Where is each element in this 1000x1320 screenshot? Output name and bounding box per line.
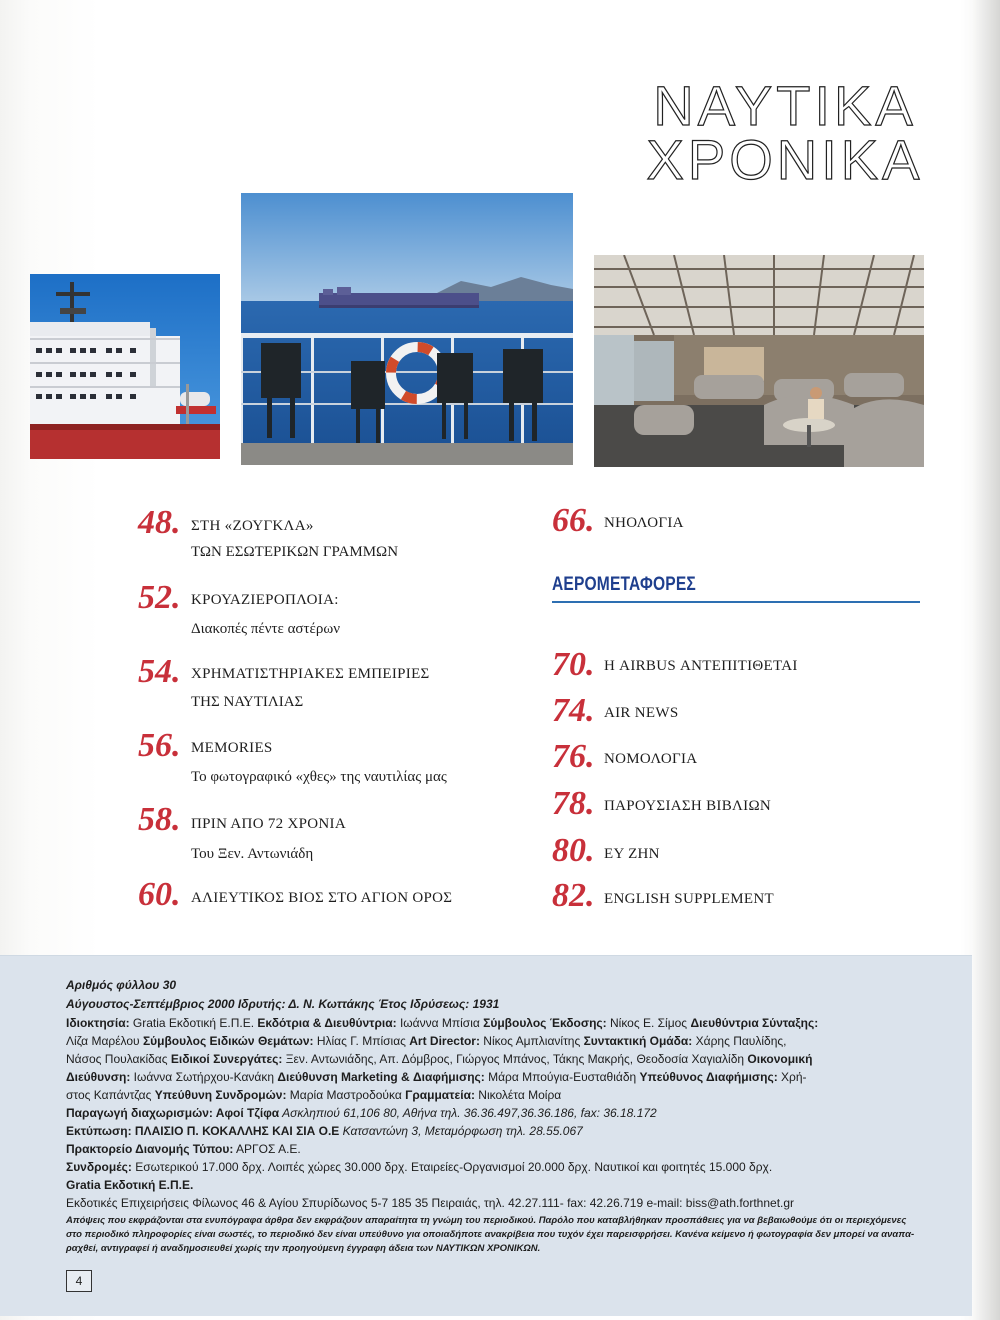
publisher-address: Εκδοτικές Επιχειρήσεις Φίλωνος 46 & Αγίου Σπυρίδωνος 5-7 185 35 Πειραιάς, τηλ. 42.27.111- fax: 42.26.719 e-mail: biss@ath.forthnet.gr [66,1196,795,1210]
toc-subtitle: ΤΗΣ ΝΑΥΤΙΛΙΑΣ [191,694,304,710]
toc-number: 54. [138,653,181,690]
toc-number: 80. [552,832,595,869]
toc-number: 78. [552,785,595,822]
toc-subtitle: Διακοπές πέντε αστέρων [191,621,340,637]
magazine-logo [620,75,950,185]
toc-title[interactable]: ΠΑΡΟΥΣΙΑΣΗ ΒΙΒΛΙΩΝ [604,798,772,814]
disclaimer-line-2: στο περιοδικό πληροφορίες είναι σωστές, το περιοδικό δεν είναι υπεύθυνο για οποιαδήποτε ανακρίβεια που τυχόν έχει παρεισφρήσει. Κανένα κείμενο ή φωτογραφία δεν μπορεί να αναπα- [66,1229,915,1240]
toc-title[interactable]: ΕΥ ΖΗΝ [604,846,660,862]
toc-title[interactable]: ΧΡΗΜΑΤΙΣΤΗΡΙΑΚΕΣ ΕΜΠΕΙΡΙΕΣ [191,666,430,682]
toc-number: 76. [552,738,595,775]
credits-line-management: Διεύθυνση: Ιωάννα Σωτήρχου-Κανάκη Διεύθυνση Marketing & Διαφήμισης: Μάρα Μπούγια-Ευσταθιάδη Υπεύθυνος Διαφήμισης: Χρή- [66,1070,807,1084]
credits-line-staff: Λίζα Μαρέλου Σύμβουλος Ειδικών Θεμάτων: Ηλίας Γ. Μπίσιας Art Director: Νίκος Αμπλιανίτης Συντακτική Ομάδα: Χάρης Παυλίδης, [66,1034,787,1048]
toc-number: 70. [552,646,595,683]
section-rule [552,601,920,603]
toc-title[interactable]: ENGLISH SUPPLEMENT [604,891,774,907]
credits-line-printing: Εκτύπωση: ΠΛΑΙΣΙΟ Π. ΚΟΚΑΛΛΗΣ ΚΑΙ ΣΙΑ Ο.Ε Κατσαντώνη 3, Μεταμόρφωση τηλ. 28.55.067 [66,1124,583,1138]
section-heading-aviation: ΑΕΡΟΜΕΤΑΦΟΡΕΣ [552,574,696,595]
issue-number: Αριθμός φύλλου 30 [66,978,177,992]
toc-number: 82. [552,877,595,914]
toc-title[interactable]: Η AIRBUS ΑΝΤΕΠΙΤΙΘΕΤΑΙ [604,658,798,674]
toc-number: 74. [552,692,595,729]
disclaimer-line-1: Απόψεις που εκφράζονται στα ενυπόγραφα άρθρα δεν εκφράζουν απαραίτητα τη γνώμη του περιοδικού. Παρόλο που καταβλήθηκαν προσπάθειες για να βεβαιωθούμε ότι οι περιεχόμενες [66,1215,907,1226]
logo-line-1: ΝΑΥΤΙΚΑ [653,75,917,137]
ship-deck-photo [30,274,220,459]
toc-number: 48. [138,504,181,541]
toc-title[interactable]: MEMORIES [191,740,273,756]
publisher-name: Gratia Εκδοτική Ε.Π.Ε. [66,1178,194,1192]
toc-number: 60. [138,876,181,913]
toc-title[interactable]: AIR NEWS [604,705,679,721]
toc-title[interactable]: ΠΡΙΝ ΑΠΟ 72 ΧΡΟΝΙΑ [191,816,346,832]
toc-number: 56. [138,727,181,764]
toc-title[interactable]: ΣΤΗ «ΖΟΥΓΚΛΑ» [191,518,314,534]
toc-subtitle: ΤΩΝ ΕΣΩΤΕΡΙΚΩΝ ΓΡΑΜΜΩΝ [191,544,399,560]
toc-title[interactable]: ΝΟΜΟΛΟΓΙΑ [604,751,698,767]
credits-line-subscription-prices: Συνδρομές: Εσωτερικού 17.000 δρχ. Λοιπές χώρες 30.000 δρχ. Εταιρείες-Οργανισμοί 20.000 δρχ. Ναυτικοί και φοιτητές 15.000 δρχ. [66,1160,773,1174]
credits-line-separations: Παραγωγή διαχωρισμών: Αφοί Τζίφα Ασκληπιού 61,106 80, Αθήνα τηλ. 36.36.497,36.36.186, fax: 36.18.172 [66,1106,657,1120]
toc-subtitle: Του Ξεν. Αντωνιάδη [191,846,314,862]
credits-line-distribution: Πρακτορείο Διανομής Τύπου: ΑΡΓΟΣ Α.Ε. [66,1142,301,1156]
toc-subtitle: Το φωτογραφικό «χθες» της ναυτιλίας μας [191,769,447,785]
issue-date-founder: Αύγουστος-Σεπτέμβριος 2000 Ιδρυτής: Δ. Ν. Κωττάκης Έτος Ιδρύσεως: 1931 [66,997,500,1011]
disclaimer-line-3: ραχθεί, αντιγραφεί ή αναδημοσιευθεί χωρίς την προηγούμενη έγγραφη άδεια των ΝΑΥΤΙΚΩΝ ΧΡΟΝΙΚΩΝ. [66,1243,541,1254]
toc-number: 58. [138,801,181,838]
sea-terrace-photo [241,193,573,465]
toc-title[interactable]: ΝΗΟΛΟΓΙΑ [604,515,684,531]
credits-line-contributors: Νάσος Πουλακίδας Ειδικοί Συνεργάτες: Ξεν. Αντωνιάδης, Απ. Δόμβρος, Γιώργος Μπάνος, Τάκης Μακρής, Θεοδοσία Χαγιαλίδη Οικονομική [66,1052,813,1066]
credits-line-ownership: Ιδιοκτησία: Gratia Εκδοτική Ε.Π.Ε. Εκδότρια & Διευθύντρια: Ιωάννα Μπίσια Σύμβουλος Έκδοσης: Νίκος Ε. Σίμος Διευθύντρια Σύνταξης: [66,1016,819,1030]
toc-title[interactable]: ΑΛΙΕΥΤΙΚΟΣ ΒΙΟΣ ΣΤΟ ΑΓΙΟΝ ΟΡΟΣ [191,890,453,906]
credits-line-subscriptions-staff: στος Καπάντζας Υπεύθυνη Συνδρομών: Μαρία Μαστροδούκα Γραμματεία: Νικολέτα Μοίρα [66,1088,562,1102]
toc-number: 52. [138,579,181,616]
ship-lounge-photo [594,255,924,467]
page-number: 4 [66,1270,92,1292]
toc-title[interactable]: ΚΡΟΥΑΖΙΕΡΟΠΛΟΙΑ: [191,592,339,608]
logo-line-2: ΧΡΟΝΙΚΑ [646,128,924,185]
toc-number: 66. [552,502,595,539]
